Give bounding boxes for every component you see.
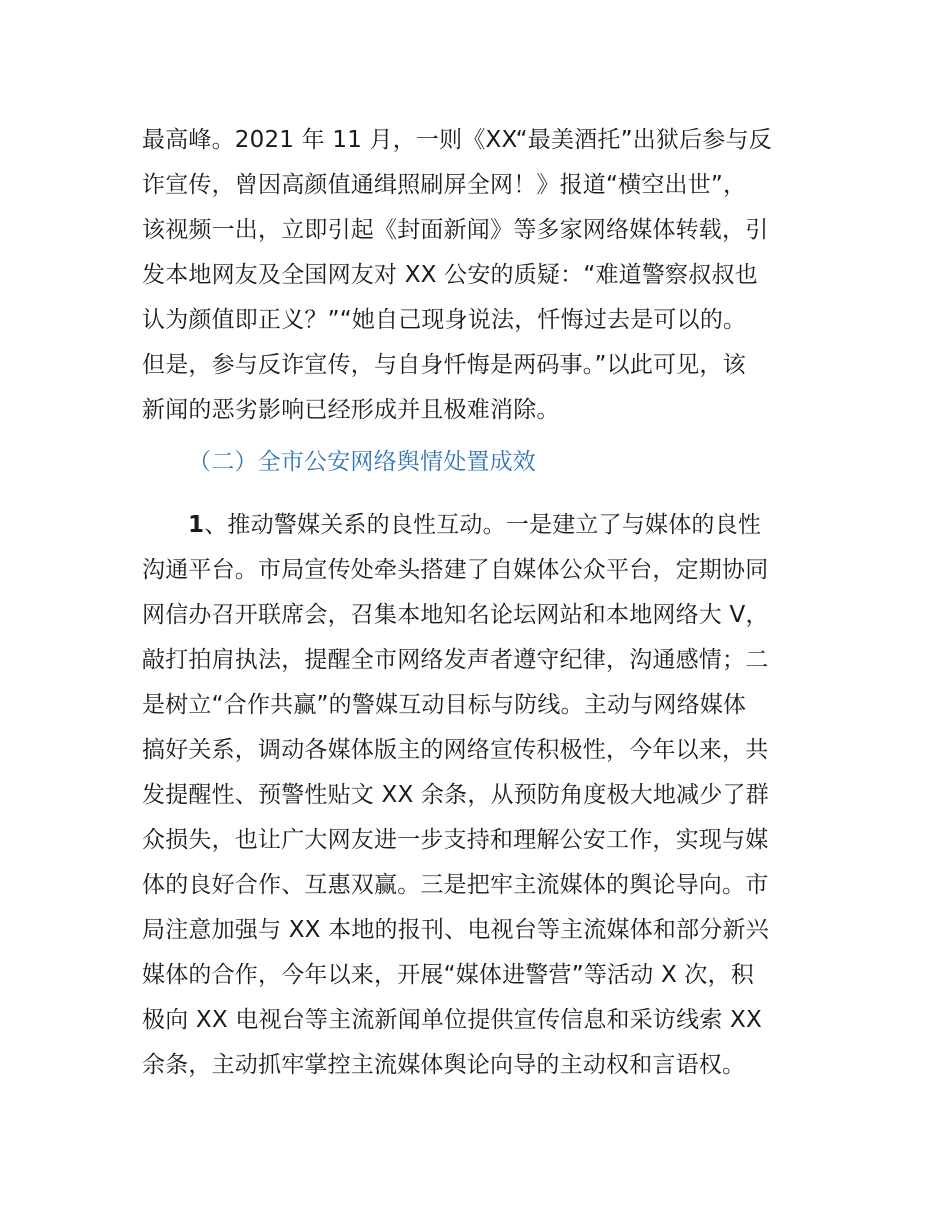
paragraph-line: 极向 XX 电视台等主流新闻单位提供宣传信息和采访线索 XX xyxy=(142,1007,762,1033)
point-first-line-text: 、推动警媒关系的良性互动。一是建立了与媒体的良性 xyxy=(204,512,762,538)
paragraph-line: 网信办召开联席会，召集本地知名论坛网站和本地网络大 V， xyxy=(142,602,769,628)
paragraph-line: 新闻的恶劣影响已经形成并且极难消除。 xyxy=(142,397,560,423)
paragraph-line: 余条，主动抓牢掌控主流媒体舆论向导的主动权和言语权。 xyxy=(142,1052,746,1078)
paragraph-line: 沟通平台。市局宣传处牵头搭建了自媒体公众平台，定期协同 xyxy=(142,557,769,583)
paragraph-line: 是树立“合作共赢”的警媒互动目标与防线。主动与网络媒体 xyxy=(142,692,747,718)
paragraph-line: 发提醒性、预警性贴文 XX 余条，从预防角度极大地减少了群 xyxy=(142,782,769,808)
paragraph-line: 诈宣传，曾因高颜值通缉照刷屏全网！》报道“横空出世”， xyxy=(142,172,747,198)
paragraph-line: 发本地网友及全国网友对 XX 公安的质疑：“难道警察叔叔也 xyxy=(142,262,758,288)
paragraph-line: 认为颜值即正义？”“她自己现身说法，忏悔过去是可以的。 xyxy=(142,307,747,333)
paragraph-line: 局注意加强与 XX 本地的报刊、电视台等主流媒体和部分新兴 xyxy=(142,917,769,943)
paragraph-line: 媒体的合作，今年以来，开展“媒体进警营”等活动 X 次，积 xyxy=(142,962,755,988)
section-heading: （二）全市公安网络舆情处置成效 xyxy=(188,449,536,475)
paragraph-line: 体的良好合作、互惠双赢。三是把牢主流媒体的舆论导向。市 xyxy=(142,872,769,898)
paragraph-first-line xyxy=(188,510,761,540)
paragraph-line: 敲打拍肩执法，提醒全市网络发声者遵守纪律，沟通感情；二 xyxy=(142,647,769,673)
point-number: 1 xyxy=(188,512,205,538)
paragraph-line: 该视频一出，立即引起《封面新闻》等多家网络媒体转载，引 xyxy=(142,217,769,243)
paragraph-line: 但是，参与反诈宣传，与自身忏悔是两码事。”以此可见，该 xyxy=(142,352,746,378)
paragraph-line: 众损失，也让广大网友进一步支持和理解公安工作，实现与媒 xyxy=(142,827,769,853)
paragraph-line: 搞好关系，调动各媒体版主的网络宣传积极性，今年以来，共 xyxy=(142,737,769,763)
paragraph-line: 最高峰。2021 年 11 月，一则《XX“最美酒托”出狱后参与反 xyxy=(142,127,772,153)
